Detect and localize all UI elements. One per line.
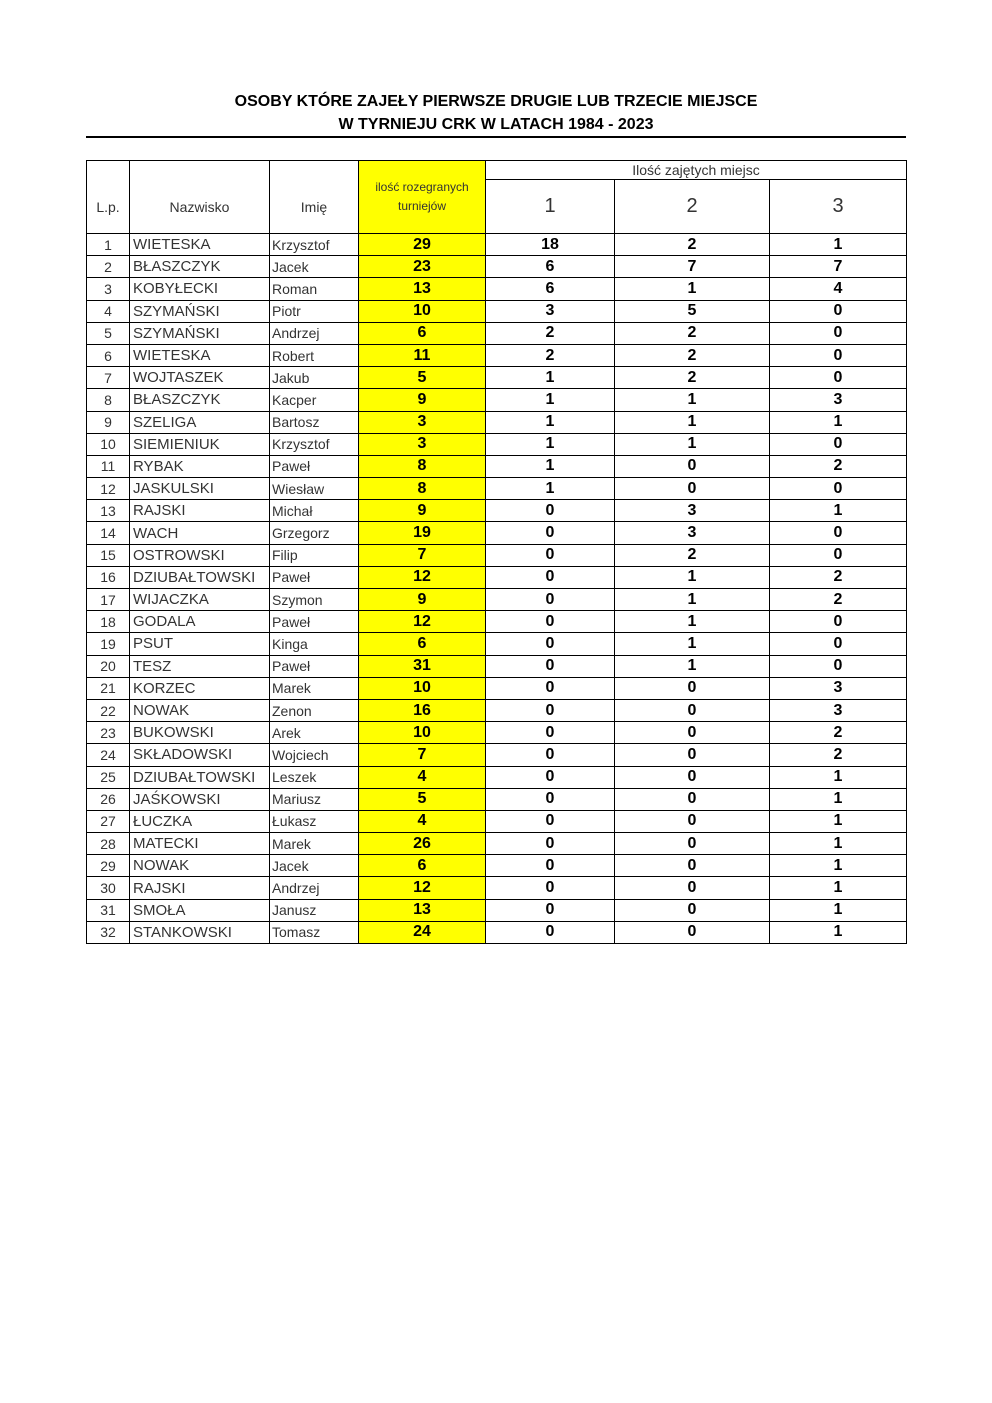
cell-nazwisko: WACH	[130, 522, 270, 544]
cell-place-3: 0	[770, 611, 907, 633]
cell-lp: 16	[87, 566, 130, 588]
cell-place-3: 3	[770, 677, 907, 699]
table-row	[87, 921, 907, 943]
cell-nazwisko: JAŚKOWSKI	[130, 788, 270, 810]
table-row	[87, 899, 907, 921]
cell-place-1: 0	[486, 611, 615, 633]
cell-place-1: 0	[486, 833, 615, 855]
table-row	[87, 322, 907, 344]
cell-place-1: 0	[486, 677, 615, 699]
cell-imie: Grzegorz	[270, 522, 359, 544]
cell-place-3: 1	[770, 810, 907, 832]
cell-nazwisko: SIEMIENIUK	[130, 433, 270, 455]
cell-lp: 5	[87, 322, 130, 344]
cell-place-3: 3	[770, 699, 907, 721]
cell-place-3: 7	[770, 256, 907, 278]
cell-place-1: 1	[486, 411, 615, 433]
cell-place-2: 0	[615, 877, 770, 899]
table-row	[87, 589, 907, 611]
cell-place-1: 0	[486, 722, 615, 744]
table-row	[87, 788, 907, 810]
cell-nazwisko: SKŁADOWSKI	[130, 744, 270, 766]
cell-place-1: 0	[486, 566, 615, 588]
cell-lp: 31	[87, 899, 130, 921]
header-ilosc-line-1: ilość rozegranych	[375, 180, 469, 194]
cell-ilosc-turniejow: 6	[359, 855, 486, 877]
cell-lp: 9	[87, 411, 130, 433]
header-imie	[270, 161, 359, 234]
cell-place-2: 0	[615, 699, 770, 721]
cell-place-1: 0	[486, 522, 615, 544]
cell-place-2: 1	[615, 278, 770, 300]
cell-place-2: 1	[615, 655, 770, 677]
table-row	[87, 522, 907, 544]
cell-imie: Kinga	[270, 633, 359, 655]
cell-place-3: 0	[770, 322, 907, 344]
cell-ilosc-turniejow: 26	[359, 833, 486, 855]
cell-lp: 23	[87, 722, 130, 744]
cell-place-2: 0	[615, 478, 770, 500]
cell-place-2: 2	[615, 544, 770, 566]
header-nazwisko-label: Nazwisko	[169, 199, 230, 215]
cell-lp: 17	[87, 589, 130, 611]
table-header-row-1	[87, 161, 907, 180]
cell-ilosc-turniejow: 6	[359, 633, 486, 655]
header-place-1: 1	[486, 180, 615, 234]
cell-place-1: 6	[486, 256, 615, 278]
table-row	[87, 389, 907, 411]
cell-ilosc-turniejow: 10	[359, 677, 486, 699]
cell-place-2: 1	[615, 433, 770, 455]
cell-place-3: 0	[770, 478, 907, 500]
cell-ilosc-turniejow: 13	[359, 899, 486, 921]
cell-place-2: 2	[615, 234, 770, 256]
cell-imie: Filip	[270, 544, 359, 566]
table-row	[87, 411, 907, 433]
cell-place-3: 2	[770, 455, 907, 477]
cell-place-1: 1	[486, 455, 615, 477]
table-row	[87, 833, 907, 855]
cell-place-1: 1	[486, 367, 615, 389]
cell-nazwisko: RAJSKI	[130, 500, 270, 522]
cell-lp: 28	[87, 833, 130, 855]
cell-place-1: 1	[486, 433, 615, 455]
cell-place-1: 0	[486, 877, 615, 899]
cell-nazwisko: ŁUCZKA	[130, 810, 270, 832]
cell-imie: Jacek	[270, 256, 359, 278]
cell-nazwisko: OSTROWSKI	[130, 544, 270, 566]
cell-place-3: 3	[770, 389, 907, 411]
cell-imie: Robert	[270, 344, 359, 366]
table-row	[87, 278, 907, 300]
table-row	[87, 677, 907, 699]
cell-imie: Paweł	[270, 455, 359, 477]
cell-ilosc-turniejow: 23	[359, 256, 486, 278]
cell-lp: 14	[87, 522, 130, 544]
table-row	[87, 500, 907, 522]
cell-ilosc-turniejow: 7	[359, 744, 486, 766]
cell-imie: Roman	[270, 278, 359, 300]
cell-place-3: 1	[770, 411, 907, 433]
cell-place-1: 0	[486, 699, 615, 721]
cell-imie: Marek	[270, 833, 359, 855]
cell-ilosc-turniejow: 24	[359, 921, 486, 943]
cell-imie: Marek	[270, 677, 359, 699]
cell-place-2: 0	[615, 766, 770, 788]
cell-place-1: 0	[486, 589, 615, 611]
cell-place-3: 0	[770, 300, 907, 322]
cell-ilosc-turniejow: 19	[359, 522, 486, 544]
cell-nazwisko: RYBAK	[130, 455, 270, 477]
cell-imie: Mariusz	[270, 788, 359, 810]
cell-place-2: 1	[615, 633, 770, 655]
cell-place-2: 5	[615, 300, 770, 322]
cell-place-3: 1	[770, 500, 907, 522]
cell-place-2: 0	[615, 455, 770, 477]
cell-ilosc-turniejow: 5	[359, 367, 486, 389]
cell-imie: Kacper	[270, 389, 359, 411]
cell-lp: 26	[87, 788, 130, 810]
cell-imie: Bartosz	[270, 411, 359, 433]
cell-nazwisko: KOBYŁECKI	[130, 278, 270, 300]
cell-imie: Janusz	[270, 899, 359, 921]
cell-place-3: 2	[770, 589, 907, 611]
cell-ilosc-turniejow: 9	[359, 389, 486, 411]
table-row	[87, 344, 907, 366]
cell-lp: 1	[87, 234, 130, 256]
table-row	[87, 544, 907, 566]
cell-lp: 19	[87, 633, 130, 655]
cell-ilosc-turniejow: 7	[359, 544, 486, 566]
cell-place-3: 1	[770, 766, 907, 788]
cell-imie: Tomasz	[270, 921, 359, 943]
cell-lp: 25	[87, 766, 130, 788]
cell-lp: 7	[87, 367, 130, 389]
cell-place-3: 0	[770, 633, 907, 655]
cell-imie: Jakub	[270, 367, 359, 389]
document-title-line-2: W TYRNIEJU CRK W LATACH 1984 - 2023	[338, 116, 654, 133]
cell-ilosc-turniejow: 12	[359, 877, 486, 899]
cell-place-2: 1	[615, 411, 770, 433]
cell-lp: 15	[87, 544, 130, 566]
cell-place-2: 1	[615, 389, 770, 411]
cell-place-2: 2	[615, 367, 770, 389]
header-imie-label: Imię	[300, 199, 328, 215]
table-row	[87, 744, 907, 766]
cell-imie: Paweł	[270, 611, 359, 633]
cell-nazwisko: SZYMAŃSKI	[130, 322, 270, 344]
table-row	[87, 633, 907, 655]
cell-nazwisko: NOWAK	[130, 855, 270, 877]
cell-place-1: 18	[486, 234, 615, 256]
table-row	[87, 722, 907, 744]
cell-place-1: 0	[486, 500, 615, 522]
cell-place-3: 0	[770, 367, 907, 389]
cell-place-1: 3	[486, 300, 615, 322]
cell-ilosc-turniejow: 5	[359, 788, 486, 810]
header-place-2: 2	[615, 180, 770, 234]
cell-place-1: 0	[486, 921, 615, 943]
cell-place-1: 2	[486, 322, 615, 344]
table-row	[87, 655, 907, 677]
cell-imie: Wiesław	[270, 478, 359, 500]
cell-place-2: 0	[615, 899, 770, 921]
header-ilosc-line-2: turniejów	[397, 199, 447, 213]
cell-nazwisko: WIETESKA	[130, 234, 270, 256]
table-row	[87, 367, 907, 389]
cell-lp: 8	[87, 389, 130, 411]
cell-place-1: 0	[486, 899, 615, 921]
cell-nazwisko: SZYMAŃSKI	[130, 300, 270, 322]
cell-place-3: 2	[770, 566, 907, 588]
cell-place-2: 0	[615, 744, 770, 766]
header-nazwisko	[130, 161, 270, 234]
cell-place-3: 0	[770, 522, 907, 544]
cell-place-1: 0	[486, 655, 615, 677]
cell-place-2: 3	[615, 500, 770, 522]
table-row	[87, 256, 907, 278]
cell-place-1: 0	[486, 633, 615, 655]
cell-ilosc-turniejow: 4	[359, 810, 486, 832]
cell-place-1: 0	[486, 744, 615, 766]
cell-nazwisko: SMOŁA	[130, 899, 270, 921]
cell-imie: Wojciech	[270, 744, 359, 766]
cell-ilosc-turniejow: 8	[359, 455, 486, 477]
cell-place-2: 0	[615, 833, 770, 855]
cell-lp: 2	[87, 256, 130, 278]
header-place-3: 3	[770, 180, 907, 234]
cell-ilosc-turniejow: 9	[359, 500, 486, 522]
table-row	[87, 478, 907, 500]
table-row	[87, 877, 907, 899]
cell-lp: 24	[87, 744, 130, 766]
cell-ilosc-turniejow: 10	[359, 722, 486, 744]
cell-place-2: 0	[615, 677, 770, 699]
cell-nazwisko: KORZEC	[130, 677, 270, 699]
cell-place-1: 1	[486, 478, 615, 500]
cell-lp: 22	[87, 699, 130, 721]
cell-nazwisko: TESZ	[130, 655, 270, 677]
table-row	[87, 433, 907, 455]
cell-place-1: 1	[486, 389, 615, 411]
cell-nazwisko: WIETESKA	[130, 344, 270, 366]
cell-nazwisko: JASKULSKI	[130, 478, 270, 500]
cell-ilosc-turniejow: 6	[359, 322, 486, 344]
cell-place-2: 0	[615, 788, 770, 810]
cell-place-3: 4	[770, 278, 907, 300]
cell-lp: 30	[87, 877, 130, 899]
cell-ilosc-turniejow: 11	[359, 344, 486, 366]
cell-ilosc-turniejow: 31	[359, 655, 486, 677]
cell-imie: Andrzej	[270, 877, 359, 899]
cell-place-1: 0	[486, 855, 615, 877]
header-ilosc-turniejow	[359, 161, 486, 234]
header-places-group: Ilość zajętych miejsc	[486, 161, 907, 180]
cell-lp: 18	[87, 611, 130, 633]
cell-place-3: 1	[770, 877, 907, 899]
cell-lp: 21	[87, 677, 130, 699]
cell-lp: 29	[87, 855, 130, 877]
cell-nazwisko: BŁASZCZYK	[130, 256, 270, 278]
table-row	[87, 566, 907, 588]
cell-ilosc-turniejow: 29	[359, 234, 486, 256]
cell-place-3: 0	[770, 655, 907, 677]
table-body	[87, 234, 907, 944]
table-row	[87, 455, 907, 477]
document-title-line-1: OSOBY KTÓRE ZAJEŁY PIERWSZE DRUGIE LUB TRZECIE MIEJSCE	[234, 93, 758, 110]
cell-place-2: 2	[615, 344, 770, 366]
cell-ilosc-turniejow: 4	[359, 766, 486, 788]
cell-imie: Szymon	[270, 589, 359, 611]
table-row	[87, 699, 907, 721]
table-row	[87, 810, 907, 832]
cell-nazwisko: DZIUBAŁTOWSKI	[130, 566, 270, 588]
title-underline	[86, 136, 906, 138]
table-row	[87, 611, 907, 633]
cell-place-2: 0	[615, 722, 770, 744]
cell-place-3: 0	[770, 433, 907, 455]
cell-place-3: 1	[770, 788, 907, 810]
cell-ilosc-turniejow: 3	[359, 433, 486, 455]
cell-nazwisko: GODALA	[130, 611, 270, 633]
table-row	[87, 234, 907, 256]
cell-lp: 27	[87, 810, 130, 832]
cell-nazwisko: BŁASZCZYK	[130, 389, 270, 411]
cell-imie: Michał	[270, 500, 359, 522]
cell-imie: Arek	[270, 722, 359, 744]
cell-nazwisko: RAJSKI	[130, 877, 270, 899]
cell-imie: Łukasz	[270, 810, 359, 832]
cell-place-3: 2	[770, 744, 907, 766]
cell-place-2: 1	[615, 566, 770, 588]
cell-place-3: 1	[770, 833, 907, 855]
cell-place-2: 2	[615, 322, 770, 344]
cell-lp: 12	[87, 478, 130, 500]
cell-ilosc-turniejow: 3	[359, 411, 486, 433]
cell-place-3: 0	[770, 544, 907, 566]
cell-lp: 20	[87, 655, 130, 677]
cell-place-2: 1	[615, 589, 770, 611]
cell-place-3: 1	[770, 234, 907, 256]
cell-lp: 11	[87, 455, 130, 477]
cell-place-3: 0	[770, 344, 907, 366]
cell-place-2: 3	[615, 522, 770, 544]
header-lp-label: L.p.	[96, 199, 120, 215]
cell-nazwisko: NOWAK	[130, 699, 270, 721]
cell-nazwisko: WIJACZKA	[130, 589, 270, 611]
cell-place-1: 0	[486, 810, 615, 832]
cell-place-1: 0	[486, 766, 615, 788]
cell-ilosc-turniejow: 12	[359, 566, 486, 588]
cell-place-1: 2	[486, 344, 615, 366]
cell-lp: 32	[87, 921, 130, 943]
cell-ilosc-turniejow: 10	[359, 300, 486, 322]
cell-lp: 13	[87, 500, 130, 522]
cell-place-2: 1	[615, 611, 770, 633]
cell-nazwisko: PSUT	[130, 633, 270, 655]
cell-lp: 4	[87, 300, 130, 322]
cell-ilosc-turniejow: 9	[359, 589, 486, 611]
cell-imie: Andrzej	[270, 322, 359, 344]
table-row	[87, 855, 907, 877]
header-lp	[87, 161, 130, 234]
cell-lp: 6	[87, 344, 130, 366]
table-row	[87, 300, 907, 322]
cell-nazwisko: STANKOWSKI	[130, 921, 270, 943]
cell-imie: Zenon	[270, 699, 359, 721]
cell-nazwisko: SZELIGA	[130, 411, 270, 433]
cell-lp: 3	[87, 278, 130, 300]
cell-imie: Paweł	[270, 655, 359, 677]
cell-ilosc-turniejow: 13	[359, 278, 486, 300]
cell-place-3: 1	[770, 899, 907, 921]
cell-nazwisko: DZIUBAŁTOWSKI	[130, 766, 270, 788]
table-row	[87, 766, 907, 788]
cell-place-2: 0	[615, 810, 770, 832]
cell-nazwisko: BUKOWSKI	[130, 722, 270, 744]
cell-place-1: 0	[486, 544, 615, 566]
cell-place-3: 1	[770, 855, 907, 877]
cell-imie: Krzysztof	[270, 234, 359, 256]
cell-place-2: 0	[615, 921, 770, 943]
cell-ilosc-turniejow: 8	[359, 478, 486, 500]
cell-imie: Leszek	[270, 766, 359, 788]
cell-place-3: 1	[770, 921, 907, 943]
cell-place-2: 0	[615, 855, 770, 877]
cell-nazwisko: MATECKI	[130, 833, 270, 855]
cell-ilosc-turniejow: 12	[359, 611, 486, 633]
cell-place-2: 7	[615, 256, 770, 278]
cell-imie: Paweł	[270, 566, 359, 588]
cell-imie: Krzysztof	[270, 433, 359, 455]
cell-lp: 10	[87, 433, 130, 455]
cell-place-1: 0	[486, 788, 615, 810]
cell-imie: Piotr	[270, 300, 359, 322]
cell-place-3: 2	[770, 722, 907, 744]
cell-imie: Jacek	[270, 855, 359, 877]
cell-nazwisko: WOJTASZEK	[130, 367, 270, 389]
cell-ilosc-turniejow: 16	[359, 699, 486, 721]
cell-place-1: 6	[486, 278, 615, 300]
results-table	[86, 160, 907, 944]
